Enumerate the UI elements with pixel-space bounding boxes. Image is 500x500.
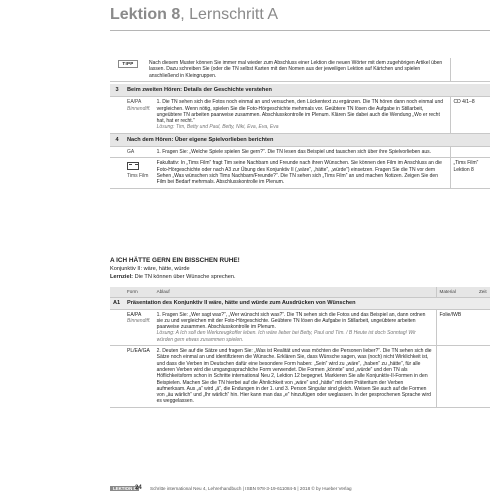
a1-heading [110, 298, 490, 309]
section-3-number: 3 [110, 84, 124, 97]
section-4-title: Nach dem Hören: Über eigene Spielvorlieben berichten [124, 133, 490, 146]
tipp-row [110, 58, 490, 81]
lernschritt-label: , Lernschritt A [180, 6, 279, 23]
header-rule [110, 30, 490, 31]
teaching-table-2 [110, 84, 490, 189]
tipp-badge: TIPP [118, 60, 137, 68]
section-3-material: CD 4/1–8 [450, 97, 490, 133]
a1-row-2 [110, 346, 490, 408]
section-4-row-2 [110, 158, 490, 188]
teaching-table-a [110, 287, 490, 408]
section-a-lernziel [110, 274, 236, 280]
section-4-form: GA [124, 147, 154, 158]
a1-row-1-form: EA/PA [127, 311, 142, 318]
page-number: 24 [135, 485, 142, 491]
col-header-ablauf: Ablauf [154, 287, 436, 298]
page-header [110, 6, 278, 24]
a1-row-1-binnendiff: Binnendiff. [127, 317, 151, 324]
section-3-text: 1. Die TN sehen sich die Fotos noch einmal an und versuchen, den Lückentext zu ergänzen. Die TN hören dann noch einmal und vergleichen. Wenn nötig, spielen Sie die Foto-Hörgeschichte mehrmals vor. Geübtere TN lösen die Aufgabe in Stillarbeit, ungeübtere TN arbeiten paarweise zusammen. Abschlusskontrolle im Plenum. Klären Sie dabei auch die Wendung „Wo er recht hat, hat er recht.“ [156, 99, 444, 125]
section-3-loesung: Lösung: Tim, Betty und Paul, Betty, Niki, Eva, Eva, Eva [156, 124, 279, 131]
section-4-material: „Tims Film“ Lektion 8 [450, 158, 490, 188]
film-icon [127, 162, 139, 170]
tipp-text: Nach diesem Muster können Sie immer mal wieder zum Abschluss einer Lektion die neuen Wörter mit dem zugehörigen Artikel üben lassen. Dazu schreiben Sie (oder die TN selbst Karten mit den Nomen aus der jeweiligen Lektion auf Kärtchen und spielen anschließend in Kleingruppen. [146, 58, 450, 81]
lernziel-text: Die TN können über Wünsche sprechen. [133, 274, 236, 280]
col-header-material: Material [436, 287, 476, 298]
col-header-zeit: Zeit [476, 287, 490, 298]
section-3-binnendiff: Binnendiff. [127, 105, 151, 112]
a1-number: A1 [110, 298, 124, 309]
col-header-num [110, 287, 124, 298]
a1-row-1-text: 1. Fragen Sie: „Wer sagt was?“, „Wer wünscht sich was?“. Die TN sehen sich die Fotos und das Beispiel an, dann ordnen sie zu und vergleichen mit der Foto-Hörgeschichte. Geübtere TN lösen die Aufgabe in Stillarbeit, ungeübtere arbeiten paarweise zusammen. Abschlusskontrolle im Plenum. [156, 311, 426, 331]
a1-title: Präsentation des Konjunktiv II wäre, hätte und würde zum Ausdrücken von Wünschen [124, 298, 490, 309]
lernziel-label: Lernziel: [110, 274, 134, 280]
section-a-title: A ICH HÄTTE GERN EIN BISSCHEN RUHE! [110, 257, 240, 264]
section-3-row [110, 97, 490, 133]
page-footer [0, 484, 500, 496]
section-3-title: Beim zweiten Hören: Details der Geschichte verstehen [124, 84, 490, 97]
section-3-form: EA/PA [127, 99, 142, 106]
lektion-label: Lektion 8 [110, 6, 181, 23]
footer-lektion-tag: LEKTION 8 [110, 486, 139, 491]
a1-row-1 [110, 309, 490, 345]
a1-row-2-text: 2. Deuten Sie auf die Sätze und fragen Sie: „Was ist Realität und was möchten die Personen lieber?“. Die TN sehen sich die Sätze noch einmal an und identifizieren die Wünsche. Erklären Sie, dass Wünsche sagen, was (noch) nicht Wirklichkeit ist, und dass die Verben im Deutschen dafür eine besondere Form haben: „Sein“ wird zu „wäre“, „haben“ zu „hätte“, für alle anderen Verben wird die umgangssprachliche Form verwendet. Die Formen „könnte“ und „würde“ und den TN als Höflichkeitsform schon in Schritte international Neu 2, Lektion 12 begegnet. Markieren Sie alle Konjunktiv-II-Formen in den Beispielen. Machen Sie die TN hierbei auf die Ähnlichkeit von „wäre“ und „hätte“ mit dem Präteritum der Verben aufmerksam. Aus „a“ wird „ä“, die Endungen in der 1. und 3. Person Singular sind gleich. Weisen Sie auch auf die Formen von „äu wärlich“ und „Ihr wärlich“ hin. Hier kann man das „e“ hinzufügen oder weglassen. In der gesprochenen Sprache wird es weggelassen. [154, 346, 436, 408]
a1-row-1-material: Folie/IWB [436, 309, 476, 345]
footer-copyright: Schritte international Neu 4, Lehrerhandbuch | ISBN 978-3-19-611084-5 | 2018 © by Hueber Verlag [150, 486, 352, 491]
section-4-row-1 [110, 147, 490, 158]
col-header-form: Form [124, 287, 154, 298]
section-4-text: 1. Fragen Sie: „Welche Spiele spielen Sie gern?“. Die TN lesen das Beispiel und tauschen sich über ihre Spielvorlieben aus. [154, 147, 450, 158]
section-4-number: 4 [110, 133, 124, 146]
section-a-grammar: Konjunktiv II: wäre, hätte, würde [110, 266, 190, 272]
section-4-heading [110, 133, 490, 146]
section-4-film-text: Fakultativ: In „Tims Film“ fragt Tim seine Nachbarn und Freunde nach ihren Wünschen. Sie können den Film im Anschluss an die Foto-Hörgeschichte oder nach A3 zur Übung des Konjunktiv II („wäre“, „hätte“, „würde“) einsetzen. Fragen Sie die TN vor dem Sehen „Was wünschen sich Tims Nachbarn/Freunde?“. Die TN sehen sich „Tims Film“ an und machen Notizen. Zeigen Sie den Film bei Bedarf mehrmals. Abschlusskontrolle im Plenum. [154, 158, 450, 188]
film-label: Tims Film [127, 172, 149, 179]
teaching-table-1 [110, 58, 490, 82]
a1-row-1-loesung: Lösung: A Ich soll den Werkzeugkoffer leben. Ich wäre lieber bei Betty, Paul und Tim. / B Heute ist doch Sonntag! Wir würden gern etwas zusammen spielen. [156, 330, 416, 343]
a1-row-2-form: PL/EA/GA [124, 346, 154, 408]
table-a-header [110, 287, 490, 298]
section-3-heading [110, 84, 490, 97]
